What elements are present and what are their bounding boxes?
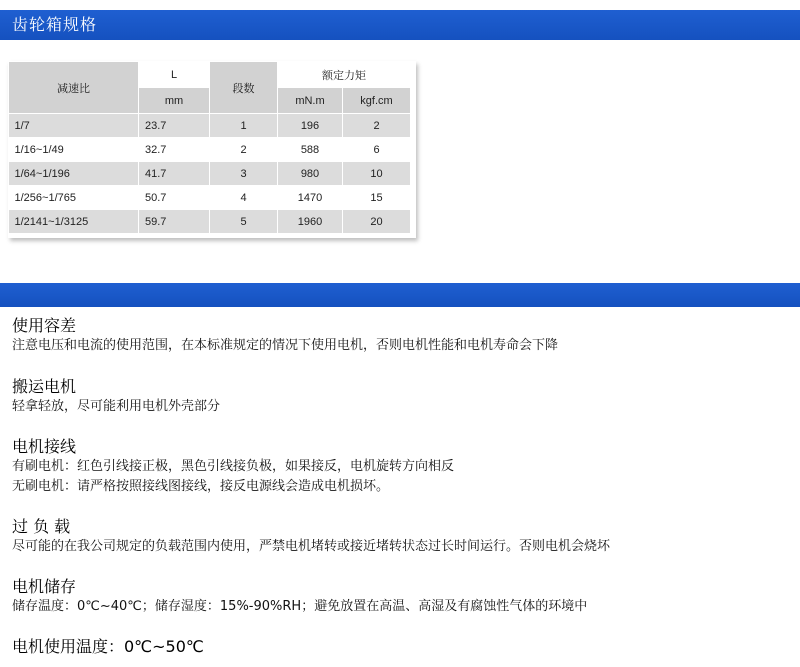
section-overload-title: 过 负 载 bbox=[12, 517, 71, 536]
cell-mnm: 588 bbox=[278, 138, 343, 162]
section-temperature bbox=[12, 637, 204, 657]
cell-l: 50.7 bbox=[139, 186, 210, 210]
section-handling-text: 轻拿轻放，尽可能利用电机外壳部分 bbox=[12, 399, 221, 414]
section-wiring-title: 电机接线 bbox=[12, 437, 77, 456]
cell-kgf: 6 bbox=[343, 138, 411, 162]
section-temperature-title: 电机使用温度：0℃~50℃ bbox=[12, 637, 204, 656]
cell-stages: 5 bbox=[210, 210, 278, 234]
cell-kgf: 10 bbox=[343, 162, 411, 186]
section-tolerance-text: 注意电压和电流的使用范围，在本标准规定的情况下使用电机，否则电机性能和电机寿命会下降 bbox=[12, 338, 559, 353]
cell-l: 23.7 bbox=[139, 114, 210, 138]
section-wiring-line1: 有刷电机：红色引线接正极，黑色引线接负极，如果接反，电机旋转方向相反 bbox=[12, 459, 455, 474]
cell-l: 32.7 bbox=[139, 138, 210, 162]
cell-stages: 3 bbox=[210, 162, 278, 186]
section-handling-title: 搬运电机 bbox=[12, 377, 77, 396]
section-wiring-line2: 无刷电机：请严格按照接线图接线，接反电源线会造成电机损坏。 bbox=[12, 479, 390, 494]
table-row bbox=[9, 138, 411, 162]
cell-ratio: 1/256~1/765 bbox=[9, 186, 139, 210]
cell-ratio: 1/16~1/49 bbox=[9, 138, 139, 162]
section-overload-text: 尽可能的在我公司规定的负载范围内使用，严禁电机堵转或接近堵转状态过长时间运行。否则电机会烧坏 bbox=[12, 539, 611, 554]
section-tolerance bbox=[12, 316, 558, 356]
gearbox-spec-table bbox=[8, 61, 411, 234]
notes-header-bar bbox=[0, 283, 800, 307]
cell-mnm: 1960 bbox=[278, 210, 343, 234]
section-tolerance-title: 使用容差 bbox=[12, 316, 77, 335]
header-ratio: 减速比 bbox=[9, 62, 139, 114]
cell-stages: 4 bbox=[210, 186, 278, 210]
cell-kgf: 20 bbox=[343, 210, 411, 234]
header-stages: 段数 bbox=[210, 62, 278, 114]
header-l-unit: mm bbox=[139, 88, 210, 114]
header-l: L bbox=[139, 62, 210, 88]
cell-mnm: 980 bbox=[278, 162, 343, 186]
cell-mnm: 1470 bbox=[278, 186, 343, 210]
section-overload bbox=[12, 517, 610, 557]
section-handling bbox=[12, 377, 220, 417]
cell-mnm: 196 bbox=[278, 114, 343, 138]
cell-stages: 1 bbox=[210, 114, 278, 138]
cell-l: 41.7 bbox=[139, 162, 210, 186]
cell-ratio: 1/64~1/196 bbox=[9, 162, 139, 186]
section-storage-text: 储存温度：0℃~40℃；储存湿度：15%-90%RH；避免放置在高温、高湿及有腐蚀性气体的环境中 bbox=[12, 599, 588, 614]
table-row bbox=[9, 210, 411, 234]
section-wiring bbox=[12, 437, 454, 497]
header-torque: 额定力矩 bbox=[278, 62, 411, 88]
table-row bbox=[9, 162, 411, 186]
cell-kgf: 15 bbox=[343, 186, 411, 210]
cell-ratio: 1/2141~1/3125 bbox=[9, 210, 139, 234]
cell-stages: 2 bbox=[210, 138, 278, 162]
header-torque-unit-kgf: kgf.cm bbox=[343, 88, 411, 114]
header-torque-unit-mnm: mN.m bbox=[278, 88, 343, 114]
cell-ratio: 1/7 bbox=[9, 114, 139, 138]
cell-l: 59.7 bbox=[139, 210, 210, 234]
table-row bbox=[9, 186, 411, 210]
section-storage-title: 电机储存 bbox=[12, 577, 77, 596]
table-row bbox=[9, 114, 411, 138]
spec-header-title: 齿轮箱规格 bbox=[12, 15, 98, 34]
section-storage bbox=[12, 577, 587, 617]
spec-header-bar bbox=[0, 10, 800, 40]
cell-kgf: 2 bbox=[343, 114, 411, 138]
table-header-row bbox=[9, 62, 411, 88]
